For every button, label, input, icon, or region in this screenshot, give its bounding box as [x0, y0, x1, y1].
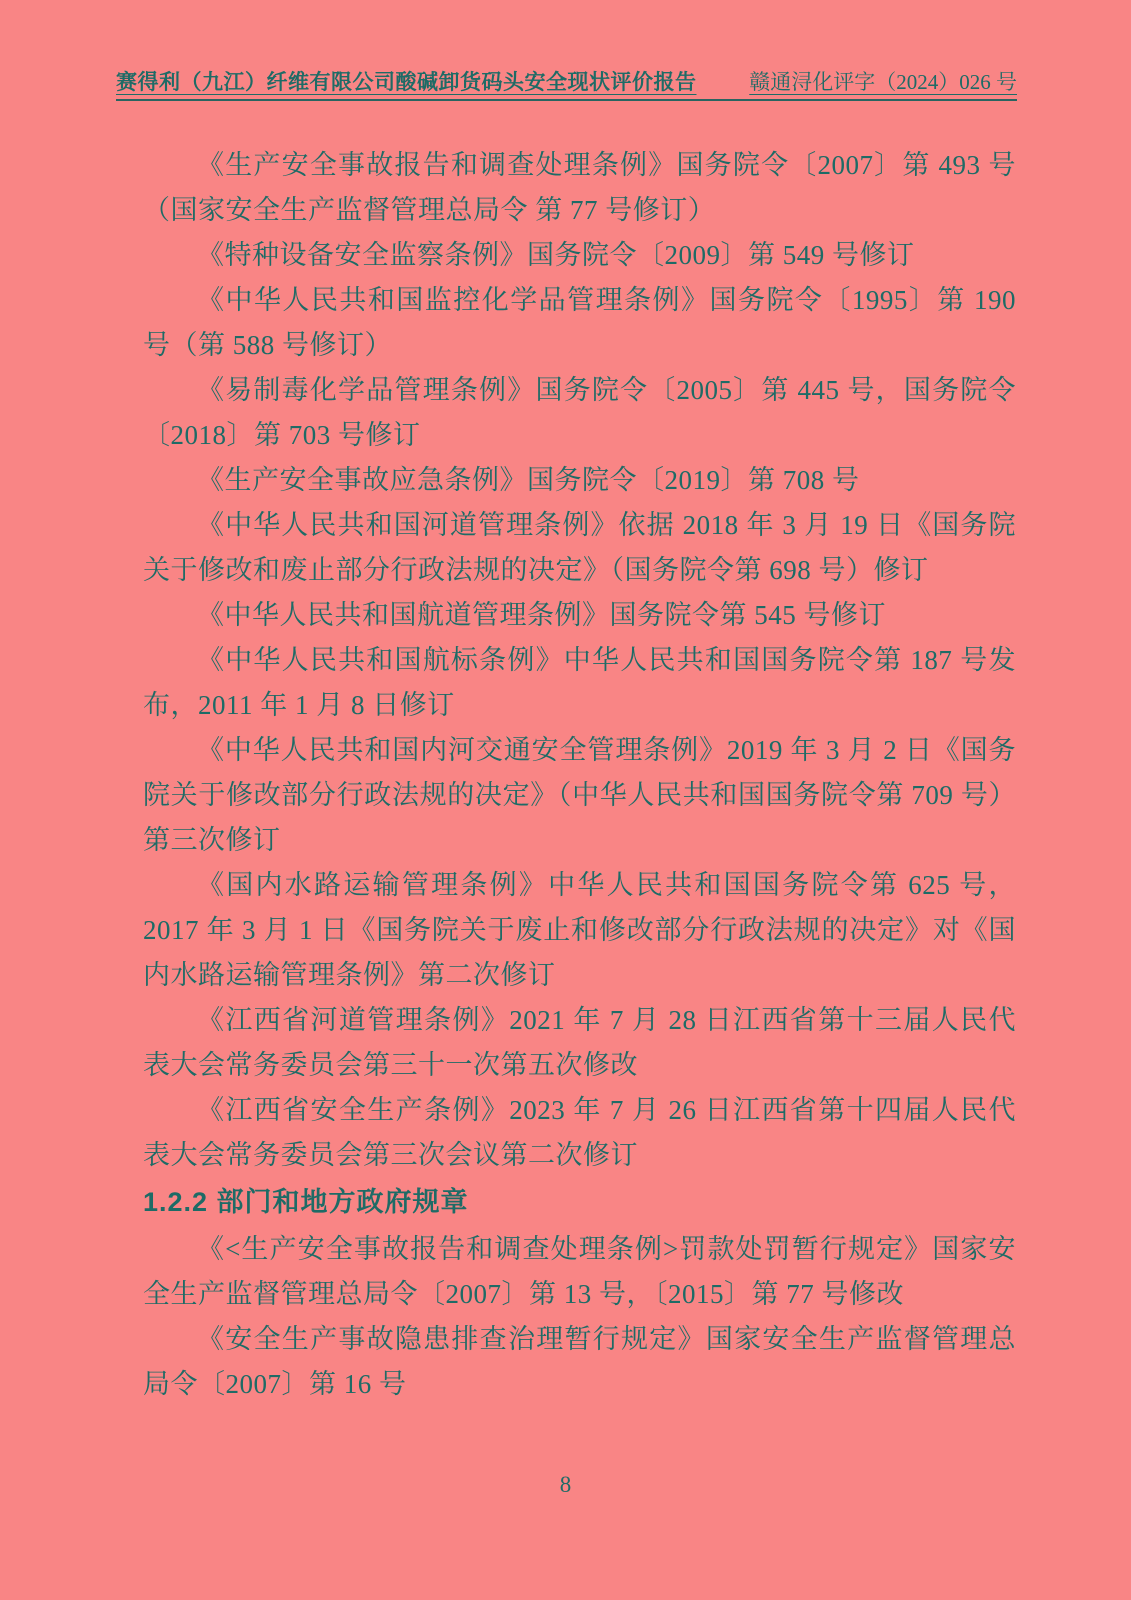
regulation-paragraph: 《生产安全事故报告和调查处理条例》国务院令〔2007〕第 493 号（国家安全生产监督管理总局令 第 77 号修订） [143, 150, 1016, 225]
page-number: 8 [559, 1472, 572, 1497]
regulation-paragraph: 《特种设备安全监察条例》国务院令〔2009〕第 549 号修订 [197, 240, 915, 270]
section-heading-1-2-2: 1.2.2 部门和地方政府规章 [143, 1187, 469, 1217]
regulation-paragraph: 《生产安全事故应急条例》国务院令〔2019〕第 708 号 [197, 465, 860, 495]
regulation-paragraph: 《中华人民共和国监控化学品管理条例》国务院令〔1995〕第 190 号（第 588 号修订） [143, 285, 1016, 360]
regulation-paragraph: 《国内水路运输管理条例》中华人民共和国国务院令第 625 号，2017 年 3 月 1 日《国务院关于废止和修改部分行政法规的决定》对《国内水路运输管理条例》第二次修订 [143, 870, 1016, 990]
header-report-title: 赛得利（九江）纤维有限公司酸碱卸货码头安全现状评价报告 [116, 70, 697, 94]
regulation-paragraph: 《中华人民共和国航道管理条例》国务院令第 545 号修订 [197, 600, 886, 630]
page-header [116, 68, 1017, 101]
regulation-paragraph: 《中华人民共和国航标条例》中华人民共和国国务院令第 187 号发布，2011 年 1 月 8 日修订 [143, 645, 1016, 720]
regulation-paragraph: 《安全生产事故隐患排查治理暂行规定》国家安全生产监督管理总局令〔2007〕第 16 号 [143, 1324, 1016, 1399]
document-body [143, 143, 1016, 1407]
regulation-paragraph: 《中华人民共和国河道管理条例》依据 2018 年 3 月 19 日《国务院关于修改和废止部分行政法规的决定》（国务院令第 698 号）修订 [143, 510, 1016, 585]
regulation-paragraph: 《中华人民共和国内河交通安全管理条例》2019 年 3 月 2 日《国务院关于修改部分行政法规的决定》（中华人民共和国国务院令第 709 号）第三次修订 [143, 735, 1016, 855]
regulation-paragraph: 《<生产安全事故报告和调查处理条例>罚款处罚暂行规定》国家安全生产监督管理总局令〔2007〕第 13 号，〔2015〕第 77 号修改 [143, 1234, 1016, 1309]
regulation-paragraph: 《易制毒化学品管理条例》国务院令〔2005〕第 445 号，国务院令〔2018〕第 703 号修订 [143, 375, 1016, 450]
regulation-paragraph: 《江西省河道管理条例》2021 年 7 月 28 日江西省第十三届人民代表大会常务委员会第三十一次第五次修改 [143, 1005, 1016, 1080]
regulation-paragraph: 《江西省安全生产条例》2023 年 7 月 26 日江西省第十四届人民代表大会常务委员会第三次会议第二次修订 [143, 1095, 1016, 1170]
header-document-number: 赣通浔化评字（2024）026 号 [749, 70, 1017, 94]
